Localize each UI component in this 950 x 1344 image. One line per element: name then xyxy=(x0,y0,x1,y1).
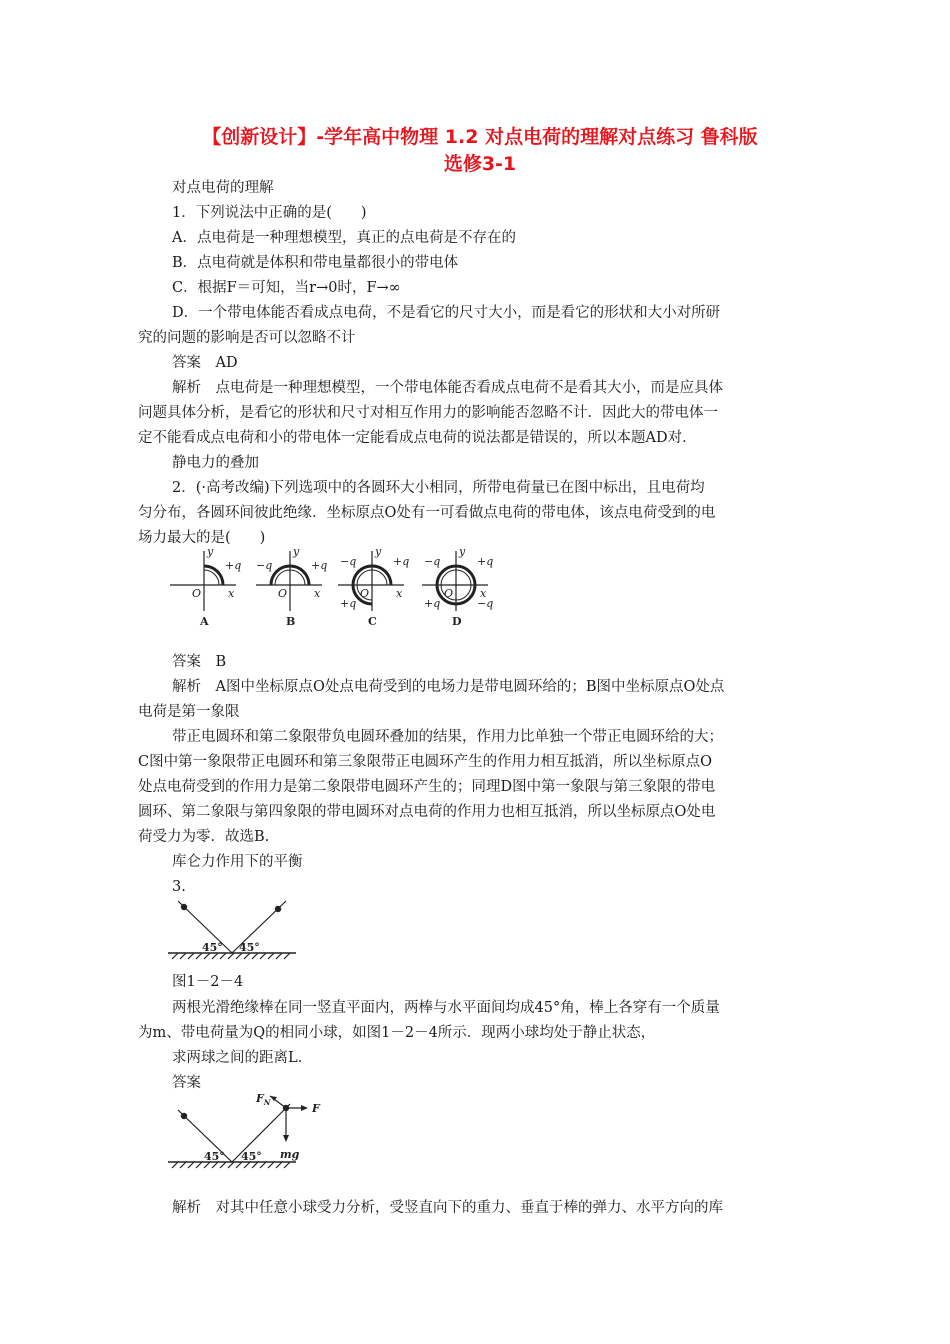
inclined-rods-figure xyxy=(168,895,298,965)
question-3-number: 3. xyxy=(172,879,186,895)
force-diagram-figure xyxy=(168,1092,328,1174)
question-2-answer: 答案 B xyxy=(172,654,227,670)
coulomb-force-label: F xyxy=(312,1102,320,1115)
charge-label: +q xyxy=(311,559,328,572)
angle-label: 45° xyxy=(204,1150,225,1163)
question-1-analysis: 解析 点电荷是一种理想模型，一个带电体能否看成点电荷不是看其大小，而是应具体 xyxy=(172,380,723,396)
question-1-option-d-cont: 究的问题的影响是否可以忽略不计 xyxy=(138,330,356,346)
charge-label: +q xyxy=(340,597,357,610)
origin-label: O xyxy=(360,587,370,600)
section-heading-superposition: 静电力的叠加 xyxy=(172,455,259,471)
axis-y-label: y xyxy=(293,545,300,558)
option-label: B xyxy=(286,615,296,628)
axis-x-label: x xyxy=(314,587,321,600)
angle-label: 45° xyxy=(239,941,260,954)
charge-label: +q xyxy=(424,597,441,610)
normal-force-label: F xyxy=(256,1092,264,1105)
question-1-option-d: D．一个带电体能否看成点电荷，不是看它的尺寸大小，而是看它的形状和大小对所研 xyxy=(172,305,721,321)
question-1-stem: 1．下列说法中正确的是( ) xyxy=(172,205,367,221)
question-1-option-b: B．点电荷就是体积和带电量都很小的带电体 xyxy=(172,255,459,271)
charge-label: +q xyxy=(477,555,494,568)
question-1-answer: 答案 AD xyxy=(172,355,238,371)
question-2-analysis-cont: 圆环、第二象限与第四象限的带电圆环对点电荷的作用力也相互抵消，所以坐标原点O处电 xyxy=(138,804,716,820)
question-2-stem-cont: 场力最大的是( ) xyxy=(138,530,266,546)
charge-label: −q xyxy=(340,555,357,568)
axis-x-label: x xyxy=(480,587,487,600)
figure-caption: 图1－2－4 xyxy=(172,974,244,990)
charge-label: −q xyxy=(424,555,441,568)
charged-rings-figure xyxy=(170,545,510,629)
angle-label: 45° xyxy=(241,1150,262,1163)
question-3-analysis: 解析 对其中任意小球受力分析，受竖直向下的重力、垂直于棒的弹力、水平方向的库 xyxy=(172,1200,723,1216)
question-3-stem: 两根光滑绝缘棒在同一竖直平面内，两棒与水平面间均成45°角，棒上各穿有一个质量 xyxy=(172,1000,720,1016)
angle-label: 45° xyxy=(202,941,223,954)
axis-y-label: y xyxy=(459,545,466,558)
axis-x-label: x xyxy=(228,587,235,600)
question-1-option-a: A．点电荷是一种理想模型，真正的点电荷是不存在的 xyxy=(172,230,516,246)
question-3-stem-cont: 为m、带电荷量为Q的相同小球，如图1－2－4所示．现两小球均处于静止状态， xyxy=(138,1025,656,1041)
question-3-answer-label: 答案 xyxy=(172,1075,201,1091)
charge-label: +q xyxy=(393,555,410,568)
svg-text:FN xyxy=(255,1092,271,1107)
option-label: C xyxy=(368,615,377,628)
ball-right xyxy=(275,906,281,912)
option-label: A xyxy=(200,615,209,628)
ball-left xyxy=(181,1113,187,1119)
normal-force-subscript: N xyxy=(263,1098,271,1107)
axis-x-label: x xyxy=(396,587,403,600)
section-heading-equilibrium: 库仑力作用下的平衡 xyxy=(172,854,303,870)
question-2-analysis-cont: 处点电荷受到的作用力是第二象限带电圆环产生的；同理D图中第一象限与第三象限的带电 xyxy=(138,779,716,795)
question-2-analysis-cont: C图中第一象限带正电圆环和第三象限带正电圆环产生的作用力相互抵消，所以坐标原点O xyxy=(138,754,712,770)
question-3-stem-cont: 求两球之间的距离L. xyxy=(172,1050,303,1066)
question-1-analysis-cont: 定不能看成点电荷和小的带电体一定能看成点电荷的说法都是错误的，所以本题AD对． xyxy=(138,430,697,446)
origin-label: O xyxy=(278,587,288,600)
question-2-analysis-cont: 荷受力为零．故选B. xyxy=(138,829,270,845)
option-label: D xyxy=(452,615,462,628)
origin-label: O xyxy=(192,587,202,600)
document-title-line1: 【创新设计】-学年高中物理 1.2 对点电荷的理解对点练习 鲁科版 xyxy=(202,126,758,148)
question-2-stem-cont: 匀分布，各圆环间彼此绝缘．坐标原点O处有一可看做点电荷的带电体，该点电荷受到的电 xyxy=(138,505,716,521)
document-title-line2: 选修3-1 xyxy=(443,153,517,175)
question-2-analysis: 解析 A图中坐标原点O处点电荷受到的电场力是带电圆环给的；B图中坐标原点O处点 xyxy=(172,679,725,695)
charge-label: +q xyxy=(225,559,242,572)
ball-left xyxy=(181,904,187,910)
charge-label: −q xyxy=(256,559,273,572)
question-2-analysis-cont: 电荷是第一象限 xyxy=(138,704,240,720)
charge-label: −q xyxy=(477,597,494,610)
axis-y-label: y xyxy=(375,545,382,558)
ball-right xyxy=(283,1105,289,1111)
axis-y-label: y xyxy=(207,545,214,558)
origin-label: O xyxy=(444,587,454,600)
section-heading-point-charge: 对点电荷的理解 xyxy=(172,180,274,196)
question-1-option-c: C．根据F＝可知，当r→0时，F→∞ xyxy=(172,280,401,296)
question-1-analysis-cont: 问题具体分析，是看它的形状和尺寸对相互作用力的影响能否忽略不计．因此大的带电体一 xyxy=(138,405,718,421)
gravity-label: mg xyxy=(280,1148,300,1161)
question-2-stem: 2．(·高考改编)下列选项中的各圆环大小相同，所带电荷量已在图中标出，且电荷均 xyxy=(172,480,705,496)
question-2-analysis-cont: 带正电圆环和第二象限带负电圆环叠加的结果，作用力比单独一个带正电圆环给的大； xyxy=(172,729,723,745)
